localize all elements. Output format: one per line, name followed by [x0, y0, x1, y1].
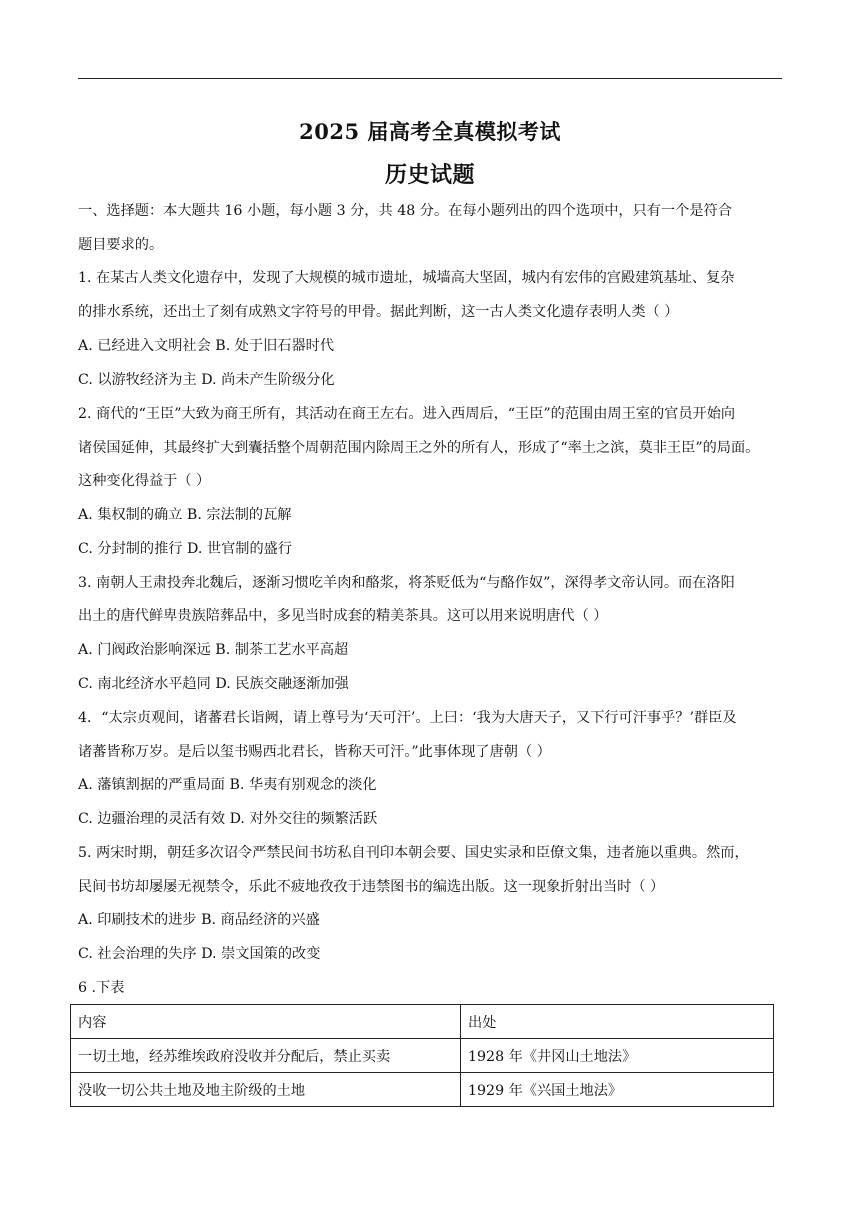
table-cell-source: 1928 年《井冈山土地法》 [461, 1039, 774, 1073]
question-4-options-ab: A. 藩镇割据的严重局面 B. 华夷有别观念的淡化 [78, 777, 377, 793]
question-4-line1: 4．“太宗贞观间，诸蕃君长诣阙，请上尊号为‘天可汗’。上曰：‘我为大唐天子，又下行可汗事乎？’群臣及 [78, 710, 737, 726]
question-1-options-cd: C. 以游牧经济为主 D. 尚未产生阶级分化 [78, 372, 335, 388]
question-4-options-cd: C. 边疆治理的灵活有效 D. 对外交往的频繁活跃 [78, 811, 378, 827]
question-3-line1: 3. 南朝人王肃投奔北魏后，逐渐习惯吃羊肉和酪浆，将茶贬低为“与酪作奴”，深得孝文帝认同。而在洛阳 [78, 575, 735, 591]
exam-subtitle: 历史试题 [384, 162, 475, 188]
section-instruction-line2: 题目要求的。 [78, 237, 164, 253]
table-row [71, 1073, 774, 1107]
question-5-line2: 民间书坊却屡屡无视禁令，乐此不疲地孜孜于违禁图书的编选出版。这一现象折射出当时（ ） [78, 879, 665, 895]
section-instruction-line1: 一、选择题：本大题共 16 小题，每小题 3 分，共 48 分。在每小题列出的四个选项中，只有一个是符合 [78, 203, 732, 219]
question-2-line1: 2. 商代的“王臣”大致为商王所有，其活动在商王左右。进入西周后，“王臣”的范围由周王室的官员开始向 [78, 406, 736, 422]
exam-title: 2025 届高考全真模拟考试 [299, 119, 561, 144]
question-3-options-ab: A. 门阀政治影响深远 B. 制茶工艺水平高超 [78, 642, 349, 658]
question-1-options-ab: A. 已经进入文明社会 B. 处于旧石器时代 [78, 338, 335, 354]
question-2-line3: 这种变化得益于（ ） [78, 473, 211, 489]
land-law-table [70, 1004, 774, 1107]
table-header-content: 内容 [71, 1005, 461, 1039]
header-rule [78, 78, 782, 79]
question-2-options-cd: C. 分封制的推行 D. 世官制的盛行 [78, 541, 293, 557]
question-3-options-cd: C. 南北经济水平趋同 D. 民族交融逐渐加强 [78, 676, 349, 692]
question-3-line2: 出土的唐代鲜卑贵族陪葬品中，多见当时成套的精美茶具。这可以用来说明唐代（ ） [78, 608, 608, 624]
table-cell-content: 没收一切公共土地及地主阶级的土地 [71, 1073, 461, 1107]
question-5-line1: 5. 两宋时期，朝廷多次诏令严禁民间书坊私自刊印本朝会要、国史实录和臣僚文集，违者施以重典。然而， [78, 845, 749, 861]
table-cell-content: 一切土地，经苏维埃政府没收并分配后，禁止买卖 [71, 1039, 461, 1073]
question-1-line1: 1. 在某古人类文化遗存中，发现了大规模的城市遗址，城墙高大坚固，城内有宏伟的宫殿建筑基址、复杂 [78, 270, 735, 286]
table-header-source: 出处 [461, 1005, 774, 1039]
question-2-line2: 诸侯国延伸，其最终扩大到囊括整个周朝范围内除周王之外的所有人，形成了“率土之滨，莫非王臣”的局面。 [78, 440, 760, 456]
question-5-options-ab: A. 印刷技术的进步 B. 商品经济的兴盛 [78, 912, 320, 928]
table-row [71, 1039, 774, 1073]
question-4-line2: 诸蕃皆称万岁。是后以玺书赐西北君长，皆称天可汗。”此事体现了唐朝（ ） [78, 744, 551, 760]
question-5-options-cd: C. 社会治理的失序 D. 崇文国策的改变 [78, 946, 321, 962]
table-header-row [71, 1005, 774, 1039]
question-1-line2: 的排水系统，还出土了刻有成熟文字符号的甲骨。据此判断，这一古人类文化遗存表明人类（ ） [78, 304, 679, 320]
question-6-line1: 6 .下表 [78, 980, 125, 996]
question-2-options-ab: A. 集权制的确立 B. 宗法制的瓦解 [78, 507, 292, 523]
table-cell-source: 1929 年《兴国土地法》 [461, 1073, 774, 1107]
